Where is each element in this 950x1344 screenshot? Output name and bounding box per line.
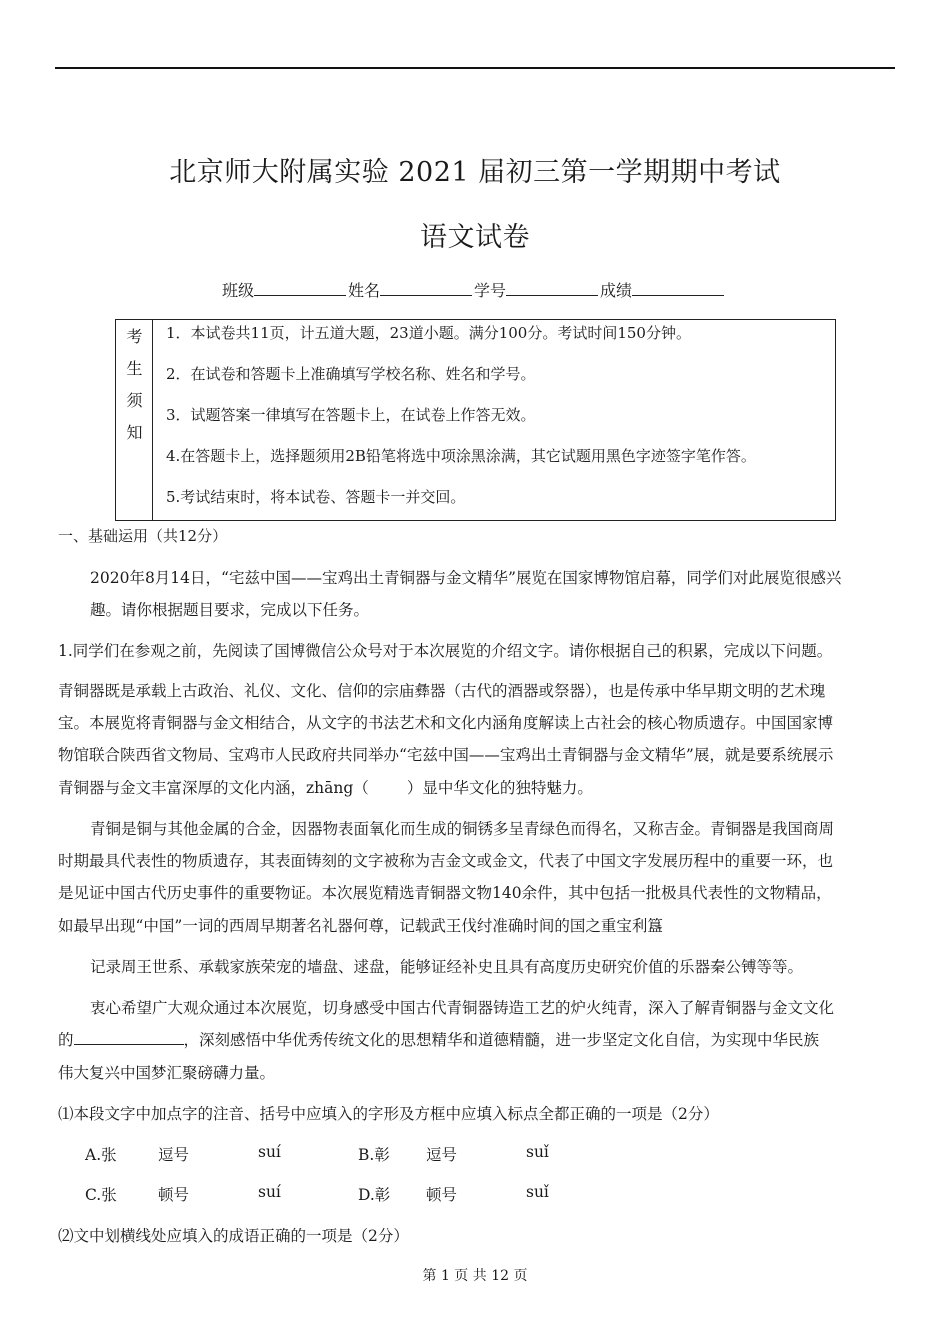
notice-side-label <box>116 320 153 520</box>
fill-blank <box>74 1031 184 1045</box>
passage-line: 衷心希望广大观众通过本次展览，切身感受中国古代青铜器铸造工艺的炉火纯青，深入了解青铜器与金文文化 <box>90 999 835 1017</box>
passage-line: 物馆联合陕西省文物局、宝鸡市人民政府共同举办“宅兹中国——宝鸡出土青铜器与金文精华”展，就是要系统展示 <box>58 746 834 764</box>
notice-item: 5.考试结束时，将本试卷、答题卡一并交回。 <box>166 488 466 506</box>
passage-text: 青铜器与金文丰富深厚的文化内涵， <box>58 779 307 797</box>
notice-item: 1．本试卷共11页，计五道大题，23道小题。满分100分。考试时间150分钟。 <box>166 324 691 342</box>
option-c-letter: C.张 <box>85 1186 117 1204</box>
sub-question-2: ⑵文中划横线处应填入的成语正确的一项是（2分） <box>58 1227 409 1245</box>
exam-title: 北京师大附属实验 2021 届初三第一学期期中考试 <box>169 157 781 188</box>
intro-line: 趣。请你根据题目要求，完成以下任务。 <box>90 601 370 619</box>
passage-line: 青铜器既是承载上古政治、礼仪、文化、信仰的宗庙彝器（古代的酒器或祭器），也是传承中华早期文明的艺术瑰 <box>58 682 826 700</box>
option-d-punct: 顿号 <box>426 1186 458 1204</box>
notice-side-char: 知 <box>126 423 143 442</box>
passage-text: 的 <box>58 1031 74 1049</box>
score-blank <box>632 281 724 296</box>
passage-line: 记录周王世系、承载家族荣宠的墙盘、逑盘，能够证经补史且具有高度历史研究价值的乐器秦公镈等等。 <box>90 958 804 976</box>
student-info-line <box>222 278 726 301</box>
option-c-pinyin: suí <box>258 1183 281 1201</box>
option-a-punct: 逗号 <box>158 1146 190 1164</box>
id-label: 学号 <box>474 281 507 300</box>
passage-line <box>58 776 593 798</box>
notice-item: 2．在试卷和答题卡上准确填写学校名称、姓名和学号。 <box>166 365 536 383</box>
option-b-punct: 逗号 <box>426 1146 458 1164</box>
class-label: 班级 <box>222 281 255 300</box>
top-rule <box>55 67 895 69</box>
option-a-letter: A.张 <box>85 1146 117 1164</box>
exam-subtitle: 语文试卷 <box>420 222 530 253</box>
passage-line: 青铜是铜与其他金属的合金，因器物表面氧化而生成的铜锈多呈青绿色而得名，又称吉金。青铜器是我国商周 <box>90 820 835 838</box>
name-blank <box>380 281 472 296</box>
option-b-letter: B.彰 <box>358 1146 390 1164</box>
notice-side-char: 考 <box>126 327 143 346</box>
notice-item: 4.在答题卡上，选择题须用2B铅笔将选中项涂黑涂满，其它试题用黑色字迹签字笔作答。 <box>166 447 756 465</box>
exam-notice-box <box>115 319 836 521</box>
pinyin-prompt: zhāng（ <box>306 779 369 797</box>
class-blank <box>254 281 346 296</box>
passage-line: 伟大复兴中国梦汇聚磅礴力量。 <box>58 1064 276 1082</box>
option-a-pinyin: suí <box>258 1143 281 1161</box>
passage-line: 如最早出现“中国”一词的西周早期著名礼器何尊，记载武王伐纣准确时间的国之重宝利簋 <box>58 917 663 935</box>
passage-line: 宝。本展览将青铜器与金文相结合，从文字的书法艺术和文化内涵角度解读上古社会的核心物质遗存。中国国家博 <box>58 714 834 732</box>
passage-text: ，深刻感悟中华优秀传统文化的思想精华和道德精髓，进一步坚定文化自信，为实现中华民族 <box>183 1031 820 1049</box>
score-label: 成绩 <box>600 281 633 300</box>
sub-question-1: ⑴本段文字中加点字的注音、括号中应填入的字形及方框中应填入标点全都正确的一项是（2分） <box>58 1105 719 1123</box>
question-1: 1.同学们在参观之前，先阅读了国博微信公众号对于本次展览的介绍文字。请你根据自己的积累，完成以下问题。 <box>58 642 833 660</box>
option-b-pinyin: suǐ <box>526 1143 549 1161</box>
intro-line: 2020年8月14日，“宅兹中国——宝鸡出土青铜器与金文精华”展览在国家博物馆启幕，同学们对此展览很感兴 <box>90 569 842 587</box>
page-footer: 第 1 页 共 12 页 <box>422 1268 528 1284</box>
section-heading: 一、基础运用（共12分） <box>58 527 228 545</box>
passage-line <box>58 1028 819 1050</box>
option-c-punct: 顿号 <box>158 1186 190 1204</box>
passage-line: 是见证中国古代历史事件的重要物证。本次展览精选青铜器文物140余件，其中包括一批极具代表性的文物精品， <box>58 884 832 902</box>
option-d-letter: D.彰 <box>358 1186 391 1204</box>
option-d-pinyin: suǐ <box>526 1183 549 1201</box>
passage-text: ）显中华文化的独特魅力。 <box>406 779 593 797</box>
name-label: 姓名 <box>348 281 381 300</box>
notice-side-char: 生 <box>126 359 143 378</box>
notice-side-char: 须 <box>126 391 143 410</box>
notice-item: 3．试题答案一律填写在答题卡上，在试卷上作答无效。 <box>166 406 536 424</box>
passage-line: 时期最具代表性的物质遗存，其表面铸刻的文字被称为吉金文或金文，代表了中国文字发展历程中的重要一环，也 <box>58 852 834 870</box>
id-blank <box>506 281 598 296</box>
